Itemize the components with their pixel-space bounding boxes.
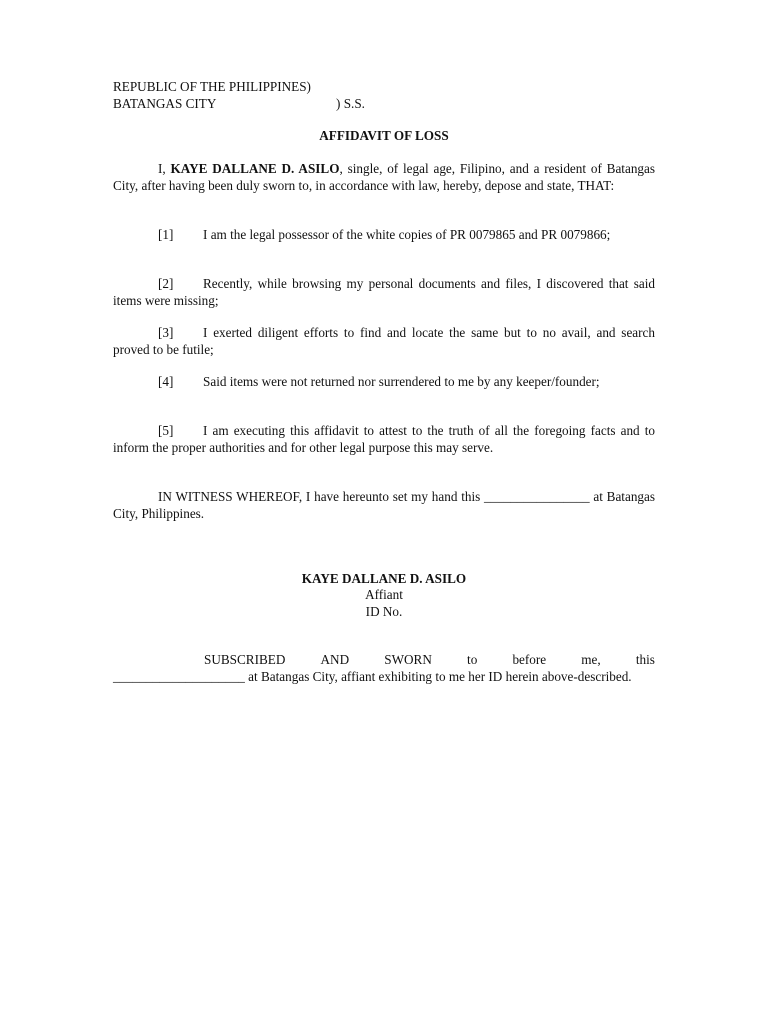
sworn-continuation: ____________________ at Batangas City, affiant exhibiting to me her ID herein above-described. [113, 669, 632, 684]
intro-paragraph [113, 161, 655, 195]
list-item [113, 325, 655, 359]
sworn-first-line [113, 652, 655, 669]
sworn-word: to [467, 652, 478, 667]
item-number: [5] [158, 423, 174, 438]
item-text: I exerted diligent efforts to find and locate the same but to no avail, and search proved to be futile; [113, 325, 655, 357]
item-number: [2] [158, 276, 174, 291]
signature-id: ID No. [365, 604, 403, 619]
list-item [113, 374, 655, 391]
sworn-word: before [512, 652, 547, 667]
item-text: Recently, while browsing my personal documents and files, I discovered that said items were missing; [113, 276, 655, 308]
sworn-word: this [635, 652, 655, 667]
witness-paragraph: IN WITNESS WHEREOF, I have hereunto set my hand this ________________ at Batangas City, Philippines. [113, 489, 655, 521]
item-number: [4] [158, 374, 174, 389]
signature-name: KAYE DALLANE D. ASILO [301, 571, 467, 586]
caption-city: BATANGAS CITY [113, 96, 217, 111]
item-number: [1] [158, 227, 174, 242]
sworn-word: SUBSCRIBED [204, 652, 286, 667]
item-text: Said items were not returned nor surrendered to me by any keeper/founder; [203, 374, 600, 389]
list-item [113, 276, 655, 310]
intro-rest: , single, of legal age, Filipino, and a resident of Batangas City, after having been duly sworn to, in accordance with law, hereby, depose and state, THAT: [113, 161, 655, 193]
affiant-name: KAYE DALLANE D. ASILO [170, 161, 340, 176]
item-text: I am executing this affidavit to attest to the truth of all the foregoing facts and to inform the proper authorities and for other legal purpose this may serve. [113, 423, 655, 455]
item-text: I am the legal possessor of the white copies of PR 0079865 and PR 0079866; [203, 227, 611, 242]
caption-ss: ) S.S. [336, 96, 365, 111]
item-number: [3] [158, 325, 174, 340]
caption-republic: REPUBLIC OF THE PHILIPPINES) [113, 79, 311, 94]
list-item [113, 227, 655, 244]
sworn-word: AND [320, 652, 350, 667]
sworn-word: SWORN [384, 652, 432, 667]
document-title: AFFIDAVIT OF LOSS [319, 128, 449, 143]
signature-role: Affiant [365, 587, 403, 602]
intro-prefix: I, [158, 161, 171, 176]
list-item [113, 423, 655, 457]
sworn-word: me, [581, 652, 601, 667]
